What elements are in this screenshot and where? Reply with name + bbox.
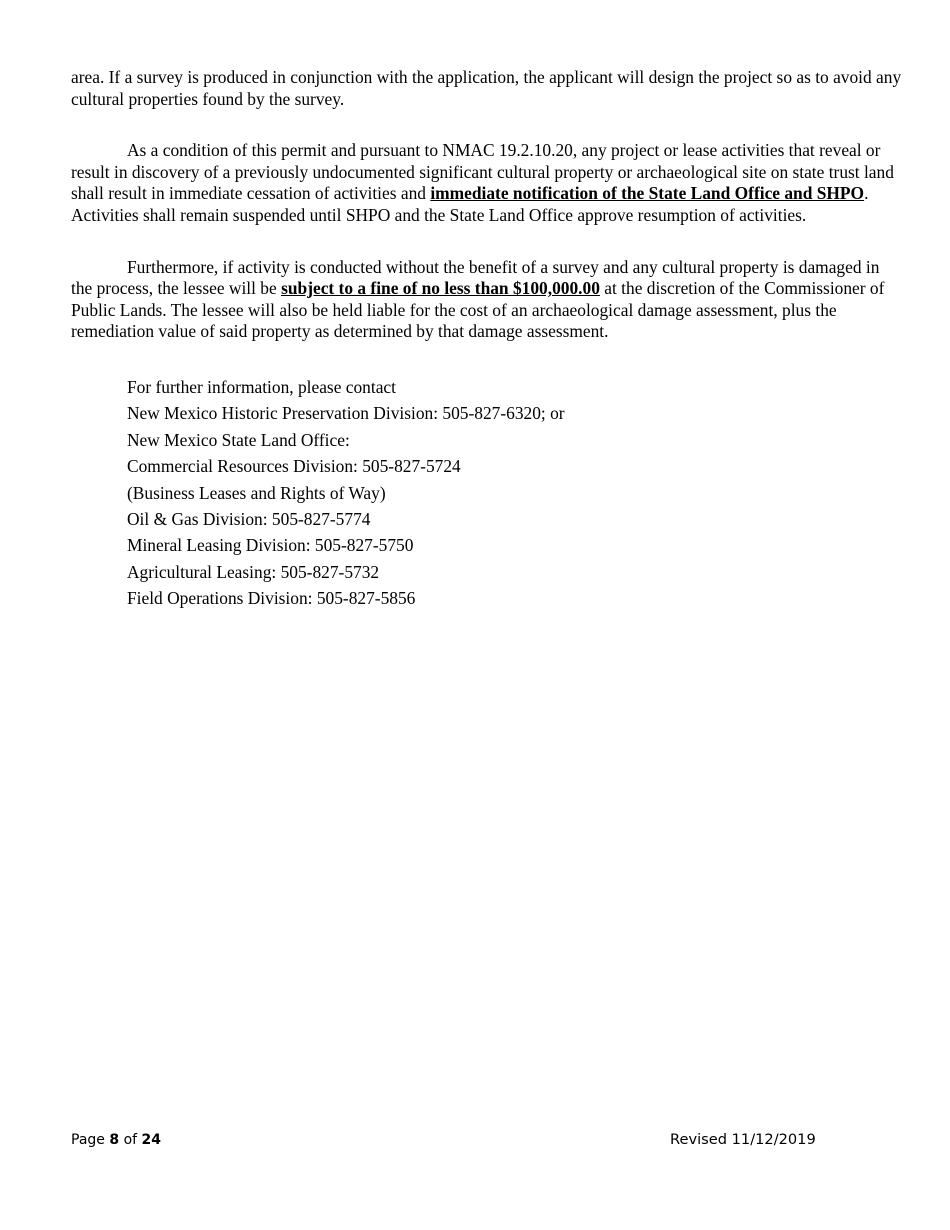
of-word: of <box>123 1132 138 1148</box>
contact-historic-preservation: New Mexico Historic Preservation Division: 505-827-6320; or <box>127 403 565 424</box>
paragraph-text: at the discretion of the Commissioner of Public Lands. The lessee will also be held liable for the cost of an archaeological damage assessment, plus the remediation value of said property as determined by that damage assessment. <box>71 278 885 342</box>
page-number <box>71 1130 161 1150</box>
paragraph-damage-fine <box>71 257 903 343</box>
contact-mineral-leasing: Mineral Leasing Division: 505-827-5750 <box>127 535 414 556</box>
contact-commercial-resources: Commercial Resources Division: 505-827-5724 <box>127 456 461 477</box>
paragraph-text: . Activities shall remain suspended until SHPO and the State Land Office approve resumption of activities. <box>71 183 869 225</box>
contact-list <box>127 374 903 612</box>
emphasis-fine: subject to a fine of no less than $100,000.00 <box>281 278 600 299</box>
page-total: 24 <box>141 1132 161 1148</box>
emphasis-notification: immediate notification of the State Land Office and SHPO <box>430 183 865 204</box>
document-page <box>71 67 903 612</box>
paragraph-survey-continuation: area. If a survey is produced in conjunction with the application, the applicant will design the project so as to avoid any cultural properties found by the survey. <box>71 67 902 109</box>
contact-field-operations: Field Operations Division: 505-827-5856 <box>127 588 416 609</box>
contact-agricultural-leasing: Agricultural Leasing: 505-827-5732 <box>127 561 380 582</box>
paragraph-text: Furthermore, if activity is conducted without the benefit of a survey and any cultural property is damaged in the process, the lessee will be <box>71 256 880 299</box>
paragraph-discovery-condition <box>71 140 903 226</box>
page-word: Page <box>71 1132 105 1148</box>
page-current: 8 <box>109 1132 120 1148</box>
contact-oil-gas: Oil & Gas Division: 505-827-5774 <box>127 508 371 529</box>
contact-intro: For further information, please contact <box>127 376 396 397</box>
contact-state-land-office: New Mexico State Land Office: <box>127 429 350 450</box>
paragraph-text: As a condition of this permit and pursuant to NMAC 19.2.10.20, any project or lease activities that reveal or result in discovery of a previously undocumented significant cultural property or archaeological site on state trust land shall result in immediate cessation of activities and <box>71 140 894 204</box>
contact-business-leases-note: (Business Leases and Rights of Way) <box>127 482 386 503</box>
revision-date: Revised 11/12/2019 <box>670 1131 816 1148</box>
